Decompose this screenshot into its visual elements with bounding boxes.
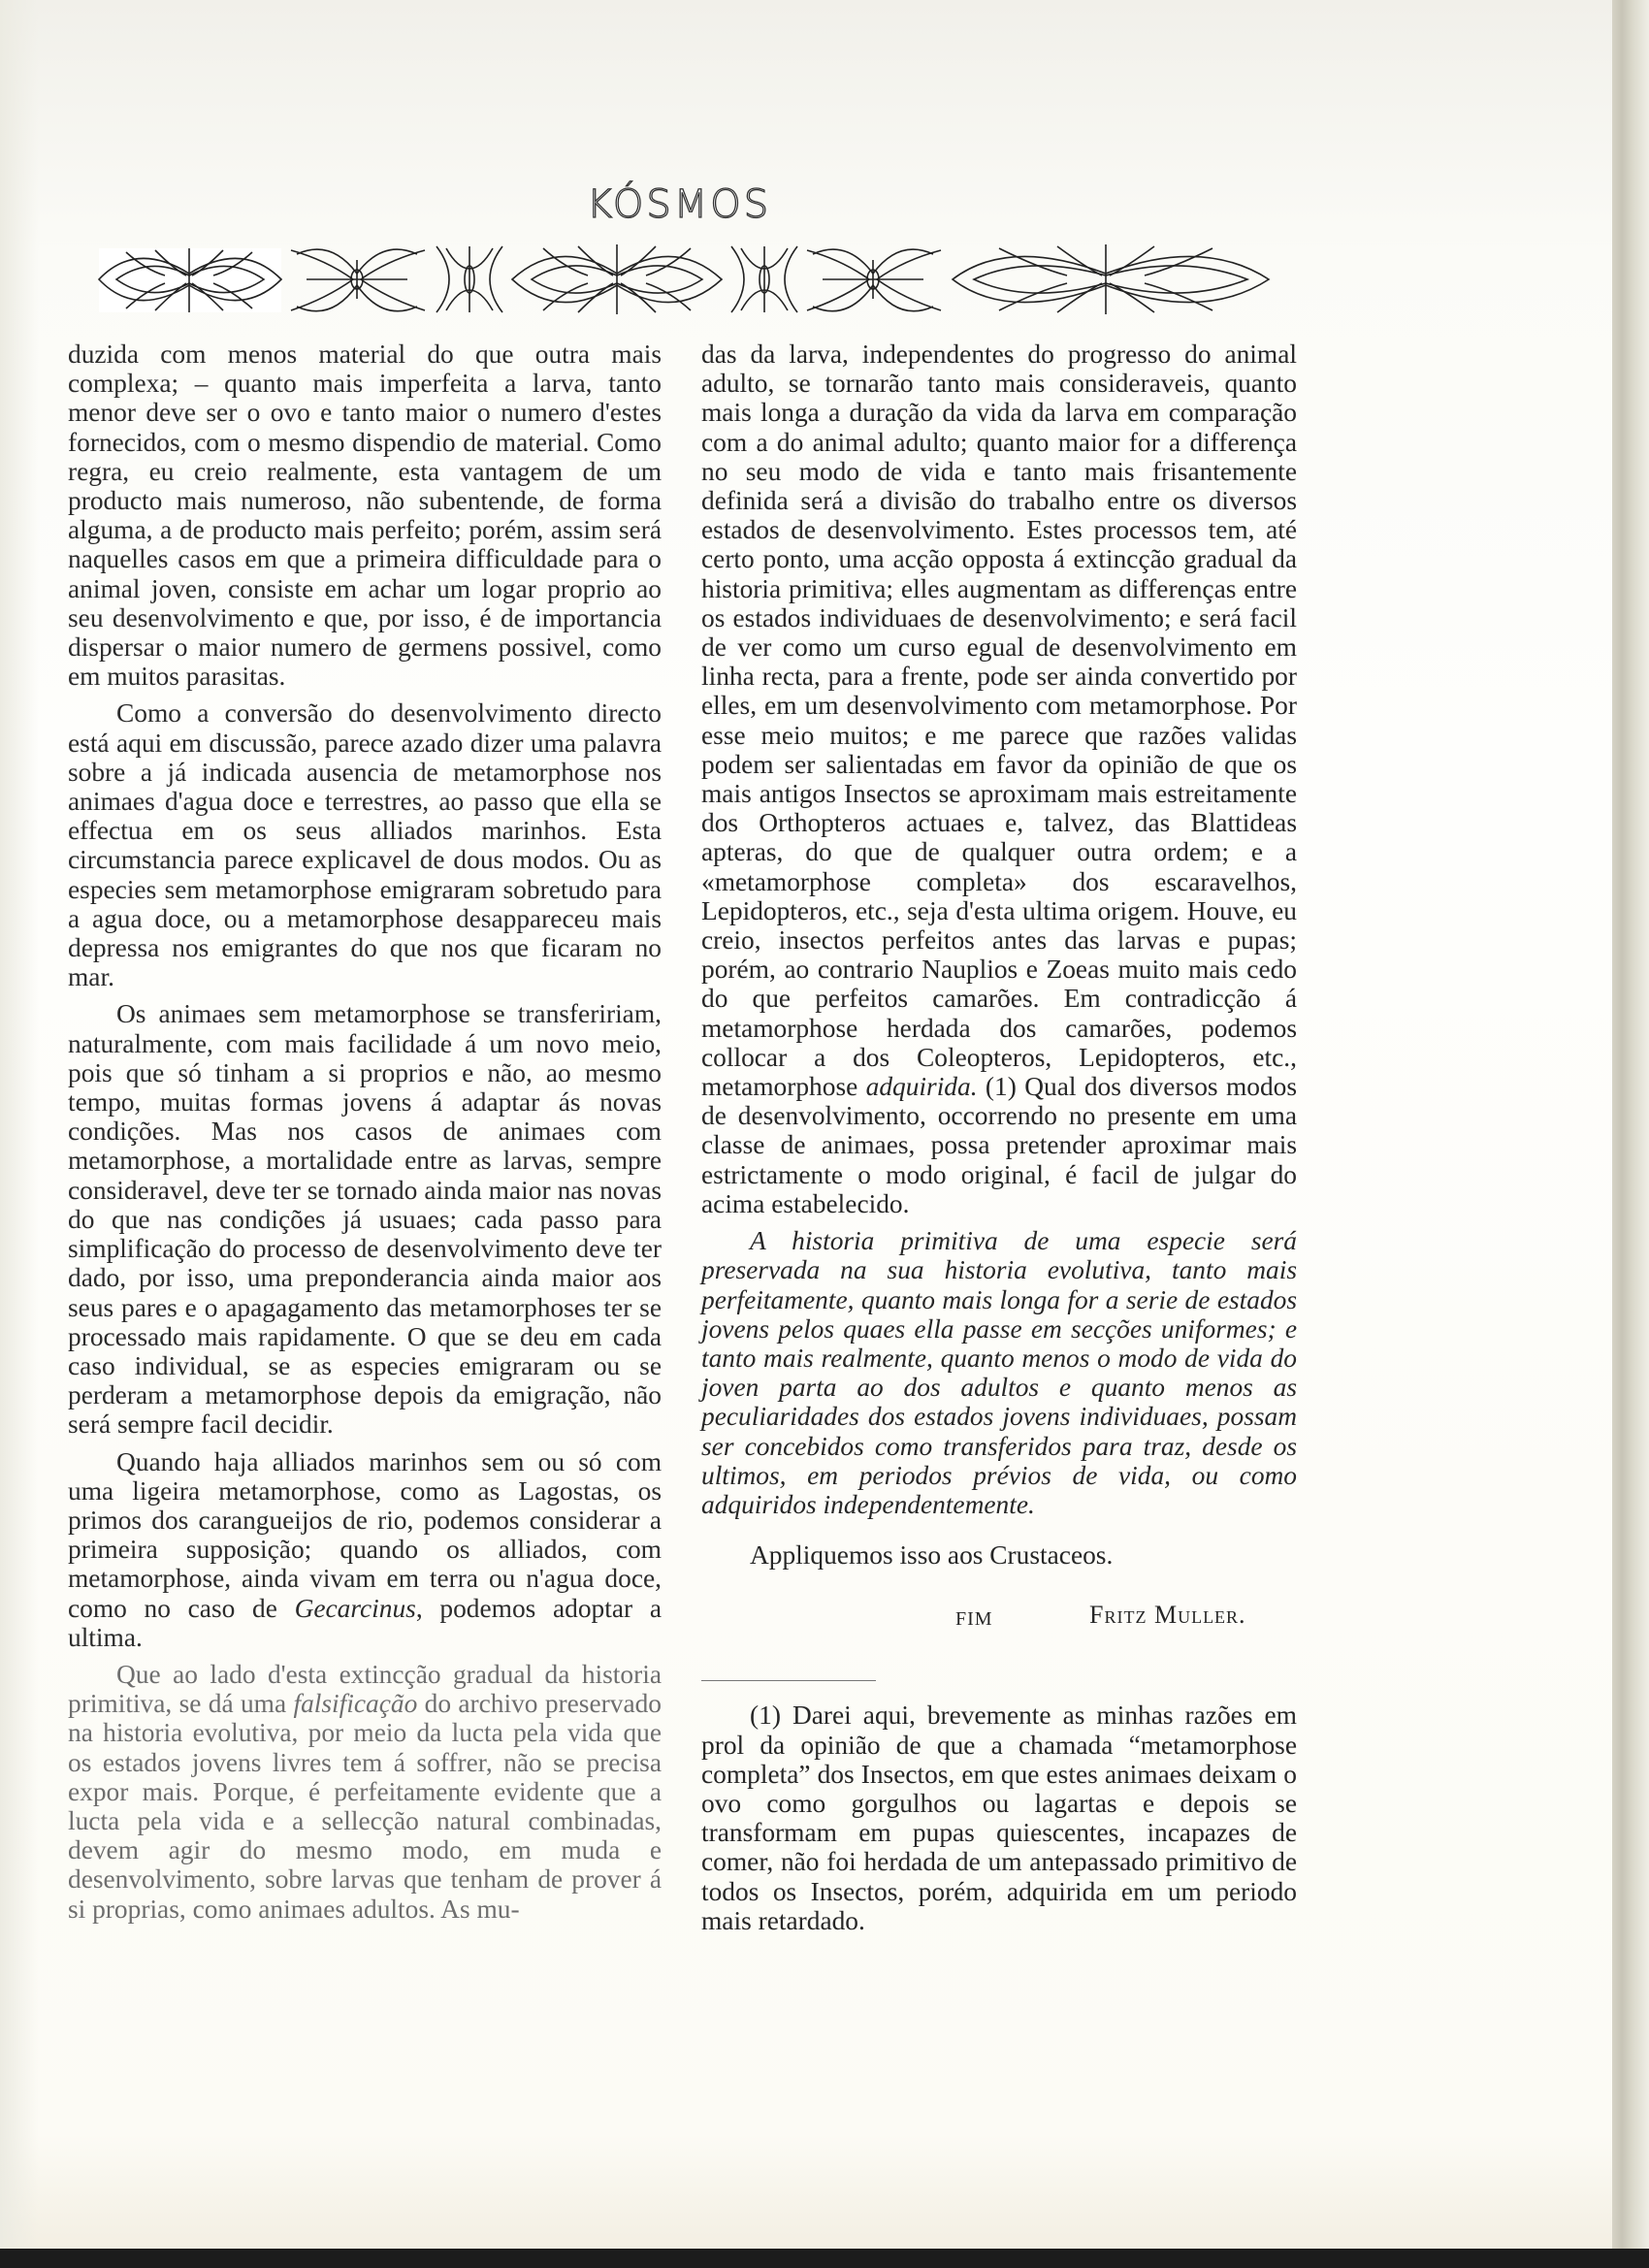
- paragraph-text: Quando haja alliados marinhos sem ou só com uma ligeira metamorphose, como as Lagostas, os primos dos carangueijos de rio, podemos considerar a primeira supposição; quando os alliados, com metamorphose, ainda vivam em terra ou n'agua doce, como no caso de: [68, 1446, 662, 1623]
- ornament-panel-narrow: [731, 246, 797, 312]
- paragraph: [68, 1447, 662, 1652]
- author-signature: Fritz Muller.: [1089, 1601, 1246, 1630]
- footnote-marker: (1): [750, 1701, 781, 1731]
- italic-term: adquirida.: [865, 1072, 978, 1102]
- paragraph-text: , podemos adoptar a ultima.: [68, 1593, 662, 1652]
- ornament-panel-square: [291, 249, 425, 311]
- closing-line: Appliquemos isso aos Crustaceos.: [750, 1540, 1114, 1571]
- footnote: [701, 1701, 1297, 1935]
- paragraph: [701, 340, 1297, 1218]
- scan-bottom-edge: [0, 2249, 1649, 2268]
- ornament-panel-narrow: [436, 246, 502, 312]
- paragraph-text: das da larva, independentes do progresso do animal adulto, se tornarão tanto mais consideraveis, quanto mais longa a duração da vida da larva em comparação com a do animal adulto; quanto maior for a differença no seu modo de vida e tanto mais frisantemente definida será a divisão do trabalho entre os diversos estados de desenvolvimento. Estes processos tem, até certo ponto, uma acção opposta á extincção gradual da historia primitiva; elles augmentam as differenças entre os estados individuaes de desenvolvimento; e será facil de ver como um curso egual de desenvolvimento em linha recta, para a frente, pode ser ainda convertido por elles, em um desenvolvimento com metamorphose. Por esse meio muitos; e me parece que razões validas podem ser salientadas em favor da opinião de que os mais antigos Insectos se aproximam mais estreitamente dos Orthopteros actuaes e, talvez, das Blattideas apteras, do que de qualquer outra ordem; e a «metamorphose completa» dos escaravelhos, Lepidopteros, etc., seja d'esta ultima origem. Houve, eu creio, insectos perfeitos antes das larvas e pupas; porém, ao contrario Nauplios e Zoeas muito mais cedo do que perfeitos camarões. Em contradicção á metamorphose herdada dos camarões, podemos collocar a dos Coleopteros, Lepidopteros, etc., metamorphose: [701, 340, 1297, 1102]
- paragraph: [68, 1660, 662, 1924]
- paragraph: Os animaes sem metamorphose se transfeririam, naturalmente, com mais facilidade á um novo meio, pois que só tinham a si proprios e não, ao mesmo tempo, muitas formas jovens á adaptar ás novas condições. Mas nos casos de animaes com metamorphose, a mortalidade entre as larvas, sempre consideravel, deve ter se tornado ainda maior nas novas do que nas condições já usuaes; cada passo para simplificação do processo de desenvolvimento deve ter dado, por isso, uma preponderancia ainda maior aos seus pares e o apagagamento das metamorphoses ter se processado mais rapidamente. O que se deu em cada caso individual, se as especies emigraram ou se perderam a metamorphose depois da emigração, não será sempre facil decidir.: [68, 999, 662, 1440]
- left-text-column: [68, 340, 662, 1924]
- end-mark: FIM: [955, 1608, 993, 1631]
- page-left-shadow: [0, 0, 39, 2249]
- footnote-text: Darei aqui, brevemente as minhas razões em prol da opinião de que a chamada “metamorphose completa” dos Insectos, em que estes animaes deixam o ovo como gorgulhos ou lagartas e depois se transformam em pupas quiescentes, incapazes de comer, não foi herdada de um antepassado primitivo de todos os Insectos, porém, adquirida em um periodo mais retardado.: [701, 1701, 1297, 1935]
- ornament-panel-square: [807, 249, 941, 311]
- italic-term: falsificação: [293, 1689, 418, 1719]
- book-spine-edge: [1612, 0, 1649, 2249]
- paragraph-text: (1) Qual dos diversos modos de desenvolvimento, occorrendo no presente em uma classe de animaes, possa pretender aproximar mais estrictamente o modo original, é facil de julgar do acima estabelecido.: [701, 1072, 1297, 1218]
- paragraph: duzida com menos material do que outra mais complexa; – quanto mais imperfeita a larva, tanto menor deve ser o ovo e tanto maior o numero d'estes fornecidos, com o mesmo dispendio de material. Como regra, eu creio realmente, esta vantagem de um producto mais numeroso, não subentende, de forma alguma, a de producto mais perfeito; porém, assim será naquelles casos em que a primeira difficuldade para o animal joven, consiste em achar um logar proprio ao seu desenvolvimento e que, por isso, é de importancia dispersar o maior numero de germens possivel, como em muitos parasitas.: [68, 340, 662, 692]
- paragraph-text: do archivo preservado na historia evolutiva, por meio da lucta pela vida que os estados jovens livres tem á soffrer, não se precisa expor mais. Porque, é perfeitamente evidente que a lucta pela vida e a sellecção natural combinadas, devem agir do mesmo modo, em muda e desenvolvimento, sobre larvas que tenham de prover á si proprias, como animaes adultos. As mu-: [68, 1689, 662, 1924]
- ornament-panel-wide: [512, 244, 722, 314]
- lotus-frieze-ornament: [97, 231, 1271, 316]
- ornament-panel-wide: [99, 248, 281, 312]
- paragraph: Como a conversão do desenvolvimento directo está aqui em discussão, parece azado dizer uma palavra sobre a já indicada ausencia de metamorphose nos animaes d'agua doce e terrestres, ao passo que ella se effectua em os seus alliados marinhos. Esta circumstancia parece explicavel de dous modos. Ou as especies sem metamorphose emigraram sobretudo para a agua doce, ou a metamorphose desappareceu mais depressa nos emigrantes do que nos que ficaram no mar.: [68, 698, 662, 992]
- masthead-title: KÓSMOS: [586, 182, 772, 227]
- signoff: [701, 1601, 1297, 1643]
- right-text-column: [701, 340, 1297, 1935]
- italic-principle-paragraph: A historia primitiva de uma especie será preservada na sua historia evolutiva, tanto mais perfeitamente, quanto mais longa for a serie de estados jovens pelos quaes ella passe em secções uniformes; e tanto mais realmente, quanto menos o modo de vida do joven parta ao dos adultos e quanto menos as peculiaridades dos estados jovens individuaes, possam ser concebidos como transferidos para traz, desde os ultimos, em periodos prévios de vida, ou como adquiridos independentemente.: [701, 1226, 1297, 1519]
- italic-term: Gecarcinus: [294, 1593, 416, 1623]
- ornament-panel-wide: [953, 244, 1269, 314]
- paragraph-text: Que ao lado d'esta extincção gradual da historia primitiva, se dá uma: [68, 1659, 662, 1719]
- footnote-rule: [701, 1680, 876, 1681]
